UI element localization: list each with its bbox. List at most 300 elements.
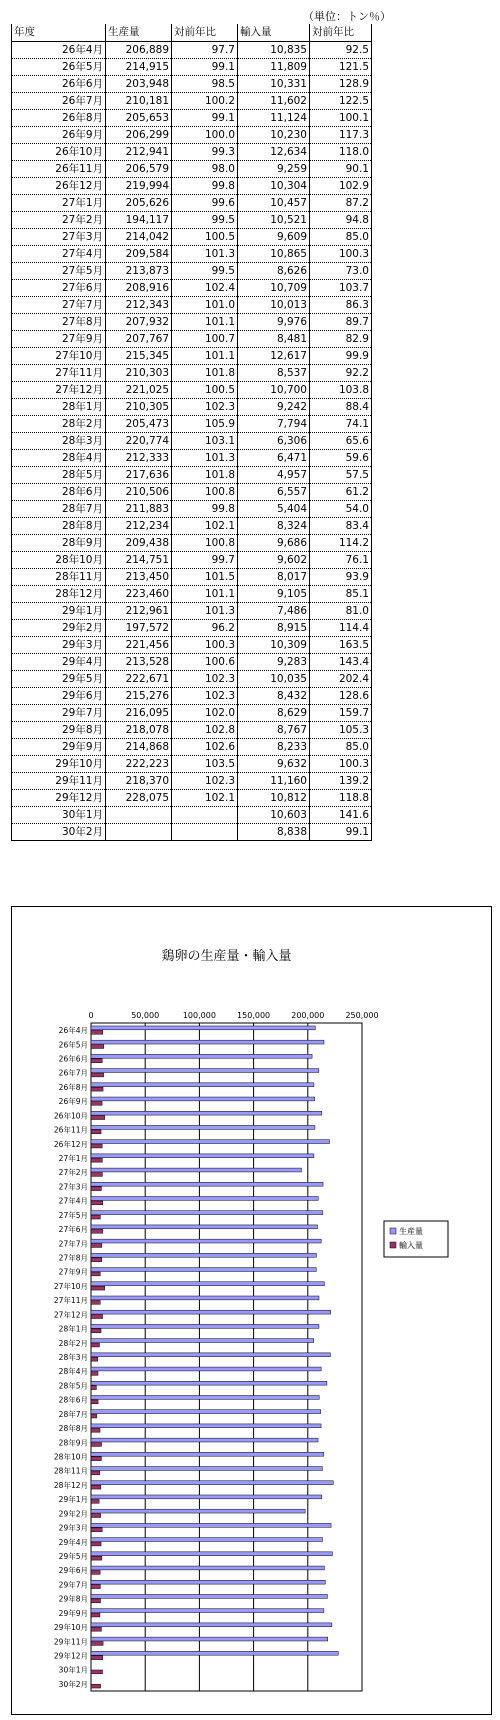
bar-production	[91, 1069, 319, 1073]
bar-production	[91, 1140, 329, 1144]
y-tick-label: 26年11月	[53, 1125, 88, 1135]
cell-production: 214,751	[106, 551, 172, 568]
cell-production: 209,584	[106, 245, 172, 262]
table-row	[12, 194, 372, 211]
cell-import-yoy: 117.3	[310, 126, 372, 143]
cell-production-yoy: 99.8	[172, 500, 238, 517]
y-tick-label: 26年8月	[58, 1082, 88, 1092]
cell-import: 11,809	[238, 58, 310, 75]
bar-import	[91, 1244, 102, 1248]
cell-production-yoy: 101.3	[172, 602, 238, 619]
cell-period: 26年12月	[12, 177, 106, 194]
cell-production-yoy: 99.3	[172, 143, 238, 160]
bar-production	[91, 1239, 321, 1243]
table-row	[12, 670, 372, 687]
cell-import: 8,537	[238, 364, 310, 381]
cell-production-yoy: 102.3	[172, 687, 238, 704]
y-tick-label: 27年12月	[53, 1310, 88, 1320]
cell-import: 7,794	[238, 415, 310, 432]
table-row	[12, 789, 372, 806]
cell-period: 27年7月	[12, 296, 106, 313]
cell-import-yoy: 202.4	[310, 670, 372, 687]
bar-import	[91, 1329, 101, 1333]
cell-period: 29年7月	[12, 704, 106, 721]
y-tick-label: 30年1月	[58, 1665, 88, 1675]
bar-production	[91, 1097, 315, 1101]
cell-production-yoy: 99.6	[172, 194, 238, 211]
cell-production: 212,961	[106, 602, 172, 619]
table-row	[12, 568, 372, 585]
cell-period: 28年7月	[12, 500, 106, 517]
bar-import	[91, 1272, 100, 1276]
bar-production	[91, 1637, 328, 1641]
y-tick-label: 27年9月	[58, 1267, 88, 1277]
table-row	[12, 160, 372, 177]
bar-import	[91, 1642, 103, 1646]
cell-production: 217,636	[106, 466, 172, 483]
table-row	[12, 364, 372, 381]
y-tick-label: 28年6月	[58, 1395, 88, 1405]
cell-import-yoy: 87.2	[310, 194, 372, 211]
bar-import	[91, 1087, 103, 1091]
cell-production: 206,889	[106, 41, 172, 58]
y-tick-label: 28年10月	[53, 1452, 88, 1462]
cell-import: 11,160	[238, 772, 310, 789]
cell-import-yoy: 73.0	[310, 262, 372, 279]
bar-import	[91, 1229, 103, 1233]
bar-production	[91, 1083, 314, 1087]
bar-production	[91, 1168, 301, 1172]
cell-period: 27年4月	[12, 245, 106, 262]
bar-import	[91, 1357, 98, 1361]
cell-import-yoy: 61.2	[310, 483, 372, 500]
bar-production	[91, 1310, 331, 1314]
cell-period: 26年8月	[12, 109, 106, 126]
cell-period: 28年6月	[12, 483, 106, 500]
cell-production-yoy: 101.1	[172, 347, 238, 364]
bar-production	[91, 1594, 327, 1598]
cell-import: 10,309	[238, 636, 310, 653]
table-row	[12, 466, 372, 483]
cell-period: 26年4月	[12, 41, 106, 58]
table-row	[12, 126, 372, 143]
table-body	[12, 41, 372, 840]
cell-import-yoy: 59.6	[310, 449, 372, 466]
header-import: 輸入量	[238, 24, 310, 41]
cell-import: 6,471	[238, 449, 310, 466]
cell-import: 10,700	[238, 381, 310, 398]
y-tick-label: 27年8月	[58, 1253, 88, 1263]
cell-production: 220,774	[106, 432, 172, 449]
table-row	[12, 602, 372, 619]
bar-production	[91, 1609, 324, 1613]
cell-production: 203,948	[106, 75, 172, 92]
cell-production: 214,042	[106, 228, 172, 245]
y-tick-label: 26年7月	[58, 1068, 88, 1078]
cell-production-yoy: 99.1	[172, 58, 238, 75]
bar-import	[91, 1570, 100, 1574]
table-row	[12, 585, 372, 602]
y-tick-label: 29年9月	[58, 1608, 88, 1618]
cell-production-yoy: 100.3	[172, 636, 238, 653]
bar-production	[91, 1282, 324, 1286]
cell-production-yoy: 102.8	[172, 721, 238, 738]
table-row	[12, 262, 372, 279]
x-tick-label: 150,000	[237, 1011, 271, 1020]
cell-import-yoy: 85.0	[310, 228, 372, 245]
header-period: 年度	[12, 24, 106, 41]
cell-import-yoy: 86.3	[310, 296, 372, 313]
x-tick-label: 100,000	[182, 1011, 216, 1020]
y-tick-label: 27年4月	[58, 1196, 88, 1206]
y-tick-label: 27年1月	[58, 1154, 88, 1164]
cell-production-yoy: 98.0	[172, 160, 238, 177]
bar-import	[91, 1684, 101, 1688]
y-tick-label: 27年5月	[58, 1210, 88, 1220]
table-row	[12, 296, 372, 313]
table-row	[12, 432, 372, 449]
cell-production: 213,528	[106, 653, 172, 670]
bar-production	[91, 1552, 332, 1556]
cell-production	[106, 806, 172, 823]
cell-production: 206,579	[106, 160, 172, 177]
cell-import-yoy: 93.9	[310, 568, 372, 585]
y-tick-label: 29年2月	[58, 1509, 88, 1519]
cell-import: 8,324	[238, 517, 310, 534]
cell-production-yoy: 103.1	[172, 432, 238, 449]
cell-period: 28年3月	[12, 432, 106, 449]
cell-period: 26年9月	[12, 126, 106, 143]
table-row	[12, 636, 372, 653]
bar-production	[91, 1481, 333, 1485]
cell-production-yoy: 101.3	[172, 245, 238, 262]
table-row	[12, 772, 372, 789]
bar-import	[91, 1343, 99, 1347]
table-row	[12, 313, 372, 330]
bar-import	[91, 1059, 102, 1063]
y-tick-label: 27年7月	[58, 1239, 88, 1249]
y-tick-label: 26年5月	[58, 1040, 88, 1050]
cell-period: 29年11月	[12, 772, 106, 789]
y-tick-label: 27年6月	[58, 1225, 88, 1235]
cell-period: 28年8月	[12, 517, 106, 534]
bar-production	[91, 1467, 322, 1471]
y-tick-label: 29年1月	[58, 1495, 88, 1505]
cell-period: 27年3月	[12, 228, 106, 245]
bar-import	[91, 1372, 98, 1376]
cell-import: 9,609	[238, 228, 310, 245]
cell-import-yoy: 102.9	[310, 177, 372, 194]
y-tick-label: 28年4月	[58, 1367, 88, 1377]
cell-import: 8,838	[238, 823, 310, 840]
cell-period: 27年12月	[12, 381, 106, 398]
cell-import-yoy: 82.9	[310, 330, 372, 347]
cell-import: 10,709	[238, 279, 310, 296]
cell-production-yoy: 102.1	[172, 789, 238, 806]
bar-import	[91, 1116, 105, 1120]
bar-import	[91, 1457, 101, 1461]
cell-import-yoy: 74.1	[310, 415, 372, 432]
cell-production: 222,671	[106, 670, 172, 687]
cell-production-yoy: 101.8	[172, 466, 238, 483]
bar-production	[91, 1424, 321, 1428]
cell-import-yoy: 90.1	[310, 160, 372, 177]
cell-production: 218,078	[106, 721, 172, 738]
bar-import	[91, 1173, 102, 1177]
cell-import: 9,602	[238, 551, 310, 568]
cell-production-yoy: 100.5	[172, 381, 238, 398]
bar-import	[91, 1613, 100, 1617]
cell-production-yoy: 98.5	[172, 75, 238, 92]
cell-import: 8,233	[238, 738, 310, 755]
header-production-yoy: 対前年比	[172, 24, 238, 41]
bar-production	[91, 1054, 312, 1058]
y-tick-label: 29年3月	[58, 1523, 88, 1533]
bar-import	[91, 1030, 103, 1034]
cell-period: 29年10月	[12, 755, 106, 772]
y-tick-label: 28年11月	[53, 1466, 88, 1476]
cell-production: 205,653	[106, 109, 172, 126]
cell-period: 27年1月	[12, 194, 106, 211]
cell-production-yoy: 99.7	[172, 551, 238, 568]
bar-import	[91, 1286, 105, 1290]
table-header-row	[12, 24, 372, 41]
cell-period: 29年2月	[12, 619, 106, 636]
cell-import: 6,306	[238, 432, 310, 449]
cell-production: 206,299	[106, 126, 172, 143]
cell-production: 223,460	[106, 585, 172, 602]
cell-production: 212,343	[106, 296, 172, 313]
cell-period: 30年2月	[12, 823, 106, 840]
cell-import: 8,626	[238, 262, 310, 279]
table-row	[12, 92, 372, 109]
y-tick-label: 29年7月	[58, 1580, 88, 1590]
cell-production-yoy: 99.1	[172, 109, 238, 126]
cell-production: 213,450	[106, 568, 172, 585]
cell-production: 213,873	[106, 262, 172, 279]
cell-production-yoy: 100.8	[172, 483, 238, 500]
table-row	[12, 653, 372, 670]
cell-import: 12,617	[238, 347, 310, 364]
cell-period: 28年9月	[12, 534, 106, 551]
cell-production-yoy: 102.4	[172, 279, 238, 296]
cell-production-yoy: 101.0	[172, 296, 238, 313]
bar-import	[91, 1400, 98, 1404]
bar-production	[91, 1268, 316, 1272]
table-row	[12, 58, 372, 75]
cell-production: 210,303	[106, 364, 172, 381]
cell-production-yoy: 102.3	[172, 670, 238, 687]
table-row	[12, 687, 372, 704]
bar-production	[91, 1225, 317, 1229]
cell-period: 28年12月	[12, 585, 106, 602]
bar-production	[91, 1253, 316, 1257]
legend-label: 生産量	[399, 1227, 423, 1236]
bar-import	[91, 1443, 101, 1447]
bar-production	[91, 1396, 319, 1400]
table-row	[12, 823, 372, 840]
bar-import	[91, 1073, 104, 1077]
cell-period: 27年5月	[12, 262, 106, 279]
cell-import-yoy: 114.4	[310, 619, 372, 636]
cell-production: 212,234	[106, 517, 172, 534]
bar-production	[91, 1452, 324, 1456]
cell-import-yoy: 88.4	[310, 398, 372, 415]
bar-import	[91, 1428, 100, 1432]
cell-import: 10,865	[238, 245, 310, 262]
bar-production	[91, 1495, 322, 1499]
cell-period: 28年11月	[12, 568, 106, 585]
table-row	[12, 619, 372, 636]
bar-import	[91, 1670, 102, 1674]
cell-import-yoy: 81.0	[310, 602, 372, 619]
table-row	[12, 75, 372, 92]
cell-import: 10,603	[238, 806, 310, 823]
cell-import: 6,557	[238, 483, 310, 500]
cell-import-yoy: 99.9	[310, 347, 372, 364]
cell-period: 27年2月	[12, 211, 106, 228]
table-row	[12, 534, 372, 551]
y-tick-label: 26年9月	[58, 1097, 88, 1107]
bar-production	[91, 1182, 323, 1186]
bar-production	[91, 1410, 321, 1414]
cell-production: 211,883	[106, 500, 172, 517]
legend-swatch	[390, 1242, 396, 1248]
cell-period: 29年12月	[12, 789, 106, 806]
cell-import-yoy: 94.8	[310, 211, 372, 228]
cell-import: 9,976	[238, 313, 310, 330]
cell-period: 27年9月	[12, 330, 106, 347]
table-row	[12, 738, 372, 755]
y-tick-label: 28年2月	[58, 1338, 88, 1348]
cell-period: 28年4月	[12, 449, 106, 466]
cell-import-yoy: 57.5	[310, 466, 372, 483]
bar-import	[91, 1201, 103, 1205]
bar-import	[91, 1386, 96, 1390]
bar-import	[91, 1599, 101, 1603]
cell-production: 209,438	[106, 534, 172, 551]
cell-import: 8,767	[238, 721, 310, 738]
y-tick-label: 28年8月	[58, 1424, 88, 1434]
bar-production	[91, 1154, 314, 1158]
y-tick-label: 29年10月	[53, 1623, 88, 1633]
cell-import-yoy: 128.6	[310, 687, 372, 704]
cell-import: 11,602	[238, 92, 310, 109]
y-tick-label: 29年12月	[53, 1651, 88, 1661]
bar-import	[91, 1315, 103, 1319]
cell-production-yoy: 102.3	[172, 772, 238, 789]
cell-import: 10,304	[238, 177, 310, 194]
cell-import-yoy: 89.7	[310, 313, 372, 330]
cell-import-yoy: 114.2	[310, 534, 372, 551]
cell-production-yoy: 101.8	[172, 364, 238, 381]
cell-period: 26年7月	[12, 92, 106, 109]
table-row	[12, 330, 372, 347]
cell-production	[106, 823, 172, 840]
cell-import-yoy: 121.5	[310, 58, 372, 75]
table-row	[12, 109, 372, 126]
cell-import: 9,259	[238, 160, 310, 177]
cell-production-yoy: 103.5	[172, 755, 238, 772]
cell-import-yoy: 100.3	[310, 755, 372, 772]
cell-production-yoy: 101.3	[172, 449, 238, 466]
cell-period: 29年6月	[12, 687, 106, 704]
cell-period: 26年6月	[12, 75, 106, 92]
table-row	[12, 245, 372, 262]
cell-period: 29年5月	[12, 670, 106, 687]
chart-area	[11, 906, 492, 1715]
table-row	[12, 41, 372, 58]
cell-import-yoy: 139.2	[310, 772, 372, 789]
y-tick-label: 26年10月	[53, 1111, 88, 1121]
cell-production-yoy: 102.1	[172, 517, 238, 534]
bar-import	[91, 1542, 101, 1546]
bar-production	[91, 1111, 322, 1115]
bar-import	[91, 1144, 102, 1148]
cell-production: 207,932	[106, 313, 172, 330]
table-row	[12, 211, 372, 228]
legend-label: 輸入量	[399, 1241, 423, 1250]
cell-import: 10,812	[238, 789, 310, 806]
cell-import-yoy: 128.9	[310, 75, 372, 92]
cell-period: 29年4月	[12, 653, 106, 670]
bar-import	[91, 1045, 104, 1049]
y-tick-label: 30年2月	[58, 1679, 88, 1689]
table-row	[12, 143, 372, 160]
table-row	[12, 806, 372, 823]
bar-production	[91, 1296, 319, 1300]
cell-production: 210,506	[106, 483, 172, 500]
table-row	[12, 449, 372, 466]
cell-production: 222,223	[106, 755, 172, 772]
cell-import-yoy: 54.0	[310, 500, 372, 517]
cell-import-yoy: 122.5	[310, 92, 372, 109]
cell-import-yoy: 118.0	[310, 143, 372, 160]
cell-period: 27年11月	[12, 364, 106, 381]
y-tick-label: 29年5月	[58, 1551, 88, 1561]
chart-title: 鶏卵の生産量・輸入量	[161, 949, 292, 964]
cell-period: 29年3月	[12, 636, 106, 653]
cell-import: 10,521	[238, 211, 310, 228]
cell-production: 205,473	[106, 415, 172, 432]
bar-production	[91, 1523, 331, 1527]
cell-production: 218,370	[106, 772, 172, 789]
bar-production	[91, 1353, 330, 1357]
bar-import	[91, 1300, 100, 1304]
y-tick-label: 28年9月	[58, 1438, 88, 1448]
cell-import-yoy: 100.3	[310, 245, 372, 262]
cell-import-yoy: 85.1	[310, 585, 372, 602]
cell-production-yoy: 99.8	[172, 177, 238, 194]
y-tick-label: 26年6月	[58, 1054, 88, 1064]
cell-period: 30年1月	[12, 806, 106, 823]
bar-import	[91, 1414, 97, 1418]
cell-production: 207,767	[106, 330, 172, 347]
table-row	[12, 415, 372, 432]
cell-production: 221,456	[106, 636, 172, 653]
bar-import	[91, 1471, 100, 1475]
cell-import-yoy: 92.2	[310, 364, 372, 381]
cell-production-yoy	[172, 806, 238, 823]
cell-import: 11,124	[238, 109, 310, 126]
bar-import	[91, 1528, 102, 1532]
cell-production: 205,626	[106, 194, 172, 211]
y-tick-label: 28年12月	[53, 1480, 88, 1490]
cell-production-yoy: 102.0	[172, 704, 238, 721]
cell-production: 212,941	[106, 143, 172, 160]
cell-import: 9,105	[238, 585, 310, 602]
table-row	[12, 347, 372, 364]
